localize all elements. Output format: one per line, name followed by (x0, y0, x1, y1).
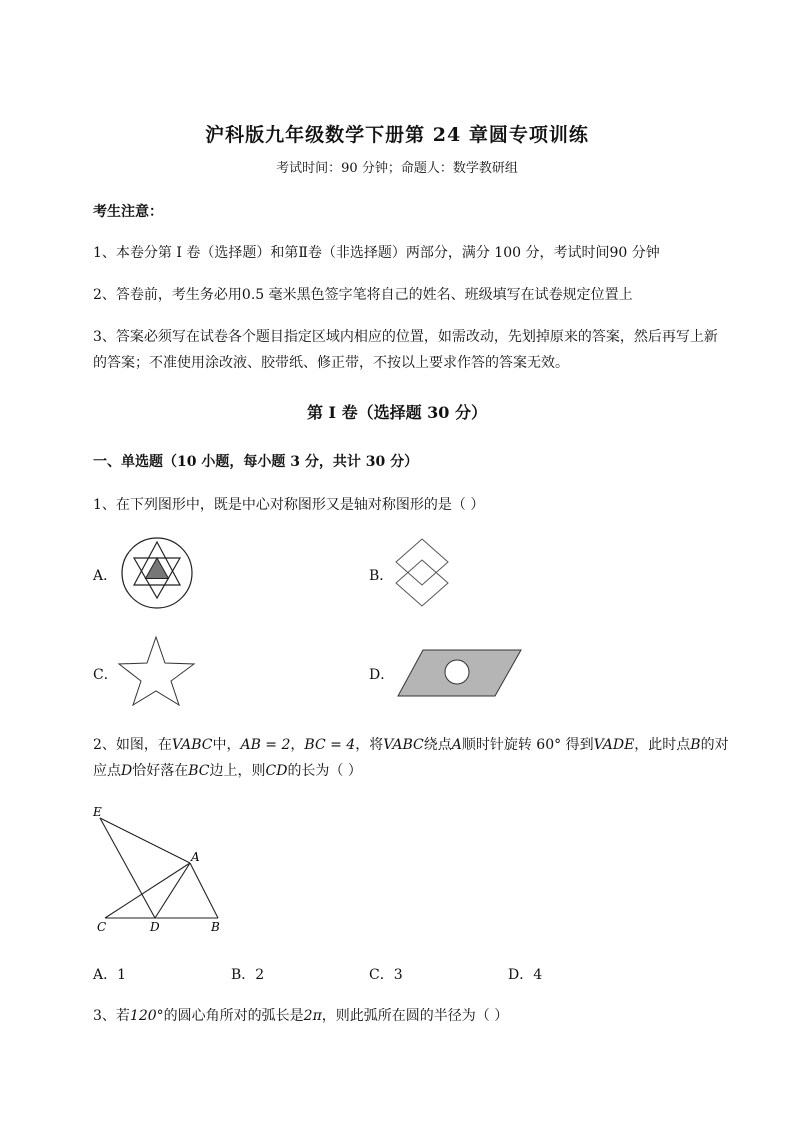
page-title: 沪科版九年级数学下册第 24 章圆专项训练 (205, 124, 589, 146)
q2-answer-b[interactable]: B．2 (231, 967, 265, 983)
q1-option-c-label[interactable]: C． (93, 667, 118, 683)
q1-option-b-label[interactable]: B． (369, 568, 394, 584)
q1-option-d-label[interactable]: D． (369, 667, 395, 683)
notice-item-3: 3、答案必须写在试卷各个题目指定区域内相应的位置，如需改动，先划掉原来的答案，然后再写上新 (93, 329, 718, 345)
q1-stem: 1、在下列图形中，既是中心对称图形又是轴对称图形的是（ ） (93, 497, 485, 513)
label-E: E (93, 805, 102, 819)
label-B: B (211, 920, 220, 934)
q1-option-d-figure (397, 649, 523, 697)
part-heading: 一、单选题（10 小题，每小题 3 分，共计 30 分） (93, 454, 419, 470)
notice-item-3-cont: 的答案；不准使用涂改液、胶带纸、修正带，不按以上要求作答的答案无效。 (93, 355, 569, 371)
section-title: 第 I 卷（选择题 30 分） (306, 403, 488, 422)
q3-stem: 3、若120°的圆心角所对的弧长是2π，则此弧所在圆的半径为（ ） (93, 1008, 509, 1024)
notice-item-1: 1、本卷分第 I 卷（选择题）和第Ⅱ卷（非选择题）两部分，满分 100 分，考试时间90 分钟 (93, 245, 660, 261)
q1-option-c-figure (118, 636, 196, 706)
label-A: A (191, 850, 200, 864)
q2-answer-c[interactable]: C．3 (369, 967, 403, 983)
q2-stem-line-1: 2、如图，在VABC中，AB = 2，BC = 4，将VABC绕点A顺时针旋转 60° 得到VADE，此时点B的对 (93, 737, 729, 753)
exam-info: 考试时间：90 分钟；命题人：数学教研组 (276, 161, 518, 176)
q1-option-a-label[interactable]: A． (93, 568, 118, 584)
q2-answer-a[interactable]: A．1 (93, 967, 127, 983)
notice-heading: 考生注意： (93, 204, 163, 220)
label-D: D (150, 920, 160, 934)
label-C: C (97, 920, 107, 934)
notice-item-2: 2、答卷前，考生务必用0.5 毫米黑色签字笔将自己的姓名、班级填写在试卷规定位置上 (93, 287, 633, 303)
q2-stem-line-2: 应点D恰好落在BC边上，则CD的长为（ ） (93, 763, 362, 779)
q2-rotation-figure (90, 803, 230, 935)
q2-answer-d[interactable]: D．4 (508, 967, 543, 983)
q1-option-a-figure (120, 537, 196, 609)
q1-option-b-figure (395, 538, 451, 610)
